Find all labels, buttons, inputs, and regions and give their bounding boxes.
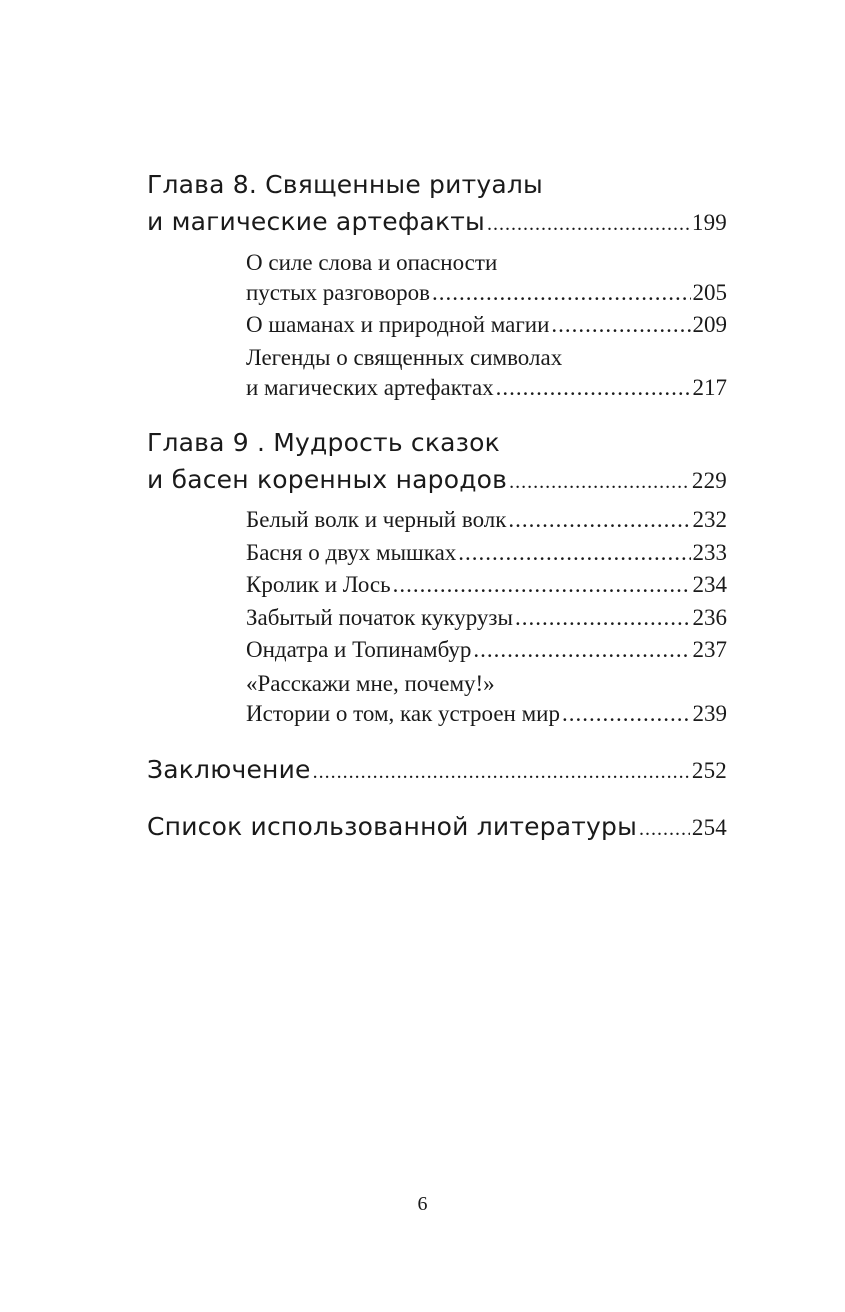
leader-dots [432,280,691,306]
toc-entry-line1: Легенды о священных символах [246,345,563,370]
entry-page: 236 [692,605,727,630]
entry-page: 205 [692,280,727,305]
entry-page: 239 [692,701,727,726]
references-page: 254 [691,815,727,840]
leader-dots [393,572,691,598]
toc-entry-line1: О силе слова и опасности [246,250,498,275]
chapter-9-entry[interactable] [147,465,727,494]
chapter-9-title-line1: Глава 9 . Мудрость сказок [147,428,500,457]
chapter-8-title-line1: Глава 8. Священные ритуалы [147,170,543,199]
leader-dots [313,761,690,784]
entry-page: 233 [692,540,727,565]
chapter-8-title-line2: и магические артефакты [147,207,485,236]
entry-page: 237 [692,637,727,662]
references-entry[interactable] [147,812,727,841]
entry-page: 234 [692,572,727,597]
toc-entry[interactable]: Басня о двух мышках ..... 233 [246,540,727,566]
leader-dots [508,507,690,533]
entry-page: 217 [692,375,727,400]
entry-page: 209 [692,312,727,337]
leader-dots [509,471,690,494]
toc-entry[interactable]: Белый волк и черный волк ..... 232 [246,507,727,533]
toc-entry[interactable]: Кролик и Лось ..... 234 [246,572,727,598]
leader-dots [496,375,691,401]
toc-entry[interactable]: и магических артефактах ..... 217 [246,375,727,401]
chapter-8-page: 199 [691,210,727,235]
chapter-9-title-line2: и басен коренных народов [147,465,508,494]
conclusion-label: Заключение [147,755,311,784]
toc-entry-line1: «Расскажи мне, почему!» [246,671,495,696]
toc-entry[interactable]: Истории о том, как устроен мир ..... 239 [246,701,727,727]
page-number: 6 [417,1193,428,1215]
leader-dots [473,637,690,663]
toc-entry[interactable]: Ондатра и Топинамбур ..... 237 [246,637,727,663]
leader-dots [562,701,691,727]
leader-dots [551,312,690,338]
entry-page: 232 [692,507,727,532]
leader-dots [515,605,691,631]
toc-entry[interactable]: Забытый початок кукурузы ..... 236 [246,605,727,631]
leader-dots [458,540,690,566]
chapter-8-entry[interactable] [147,207,727,236]
references-label: Список использованной литературы [147,812,638,841]
toc-entry[interactable]: пустых разговоров ..... 205 [246,280,727,306]
leader-dots [487,213,690,236]
toc-entry[interactable]: О шаманах и природной магии ..... 209 [246,312,727,338]
leader-dots [639,818,690,841]
conclusion-page: 252 [691,758,727,783]
conclusion-entry[interactable] [147,755,727,784]
chapter-9-page: 229 [691,468,727,493]
